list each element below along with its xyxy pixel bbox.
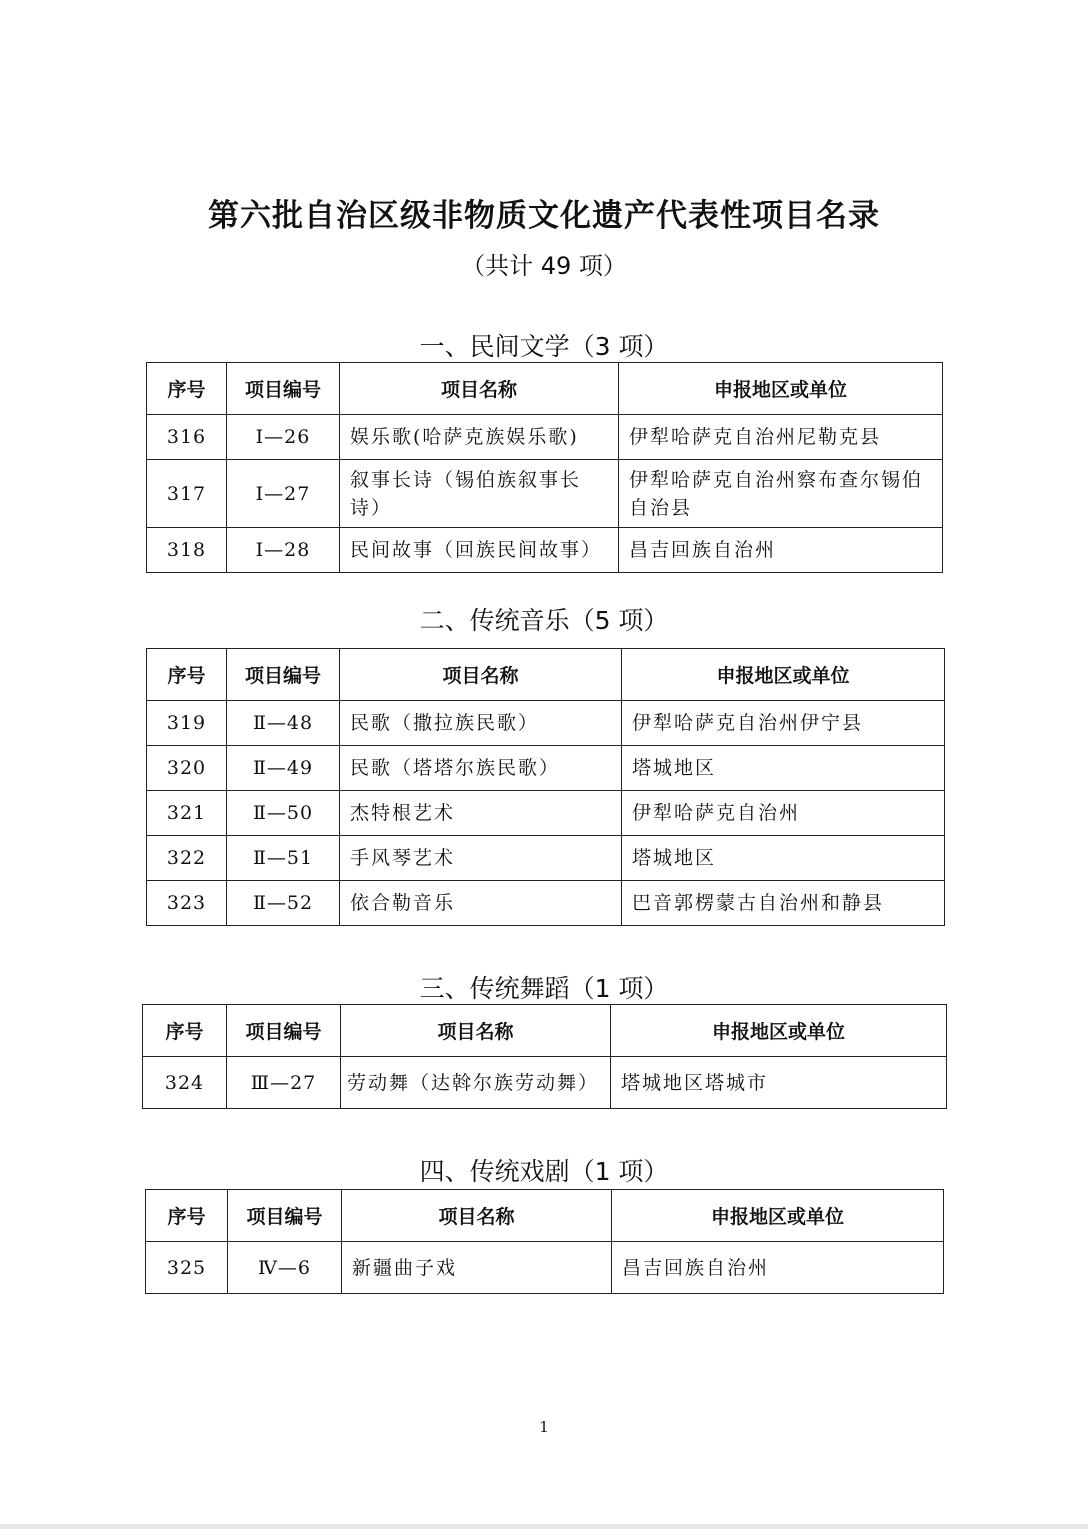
cell-region: 伊犁哈萨克自治州 (622, 791, 945, 836)
table-header-row (146, 1190, 944, 1242)
cell-seq: 321 (147, 791, 227, 836)
cell-region: 巴音郭楞蒙古自治州和静县 (622, 881, 945, 926)
cell-code: Ⅳ—6 (228, 1242, 342, 1294)
header-name: 项目名称 (342, 1190, 612, 1242)
table-folk-literature (146, 362, 943, 573)
table-row (147, 791, 945, 836)
header-name: 项目名称 (340, 363, 619, 415)
section-heading-traditional-dance: 三、传统舞蹈（1 项） (419, 974, 669, 1003)
cell-name: 叙事长诗（锡伯族叙事长诗） (340, 460, 619, 528)
cell-region: 伊犁哈萨克自治州察布查尔锡伯自治县 (619, 460, 943, 528)
cell-code: Ⅰ—28 (227, 528, 340, 573)
cell-name: 娱乐歌(哈萨克族娱乐歌) (340, 415, 619, 460)
cell-name: 新疆曲子戏 (342, 1242, 612, 1294)
cell-name: 民歌（塔塔尔族民歌） (340, 746, 622, 791)
cell-code: Ⅲ—27 (227, 1057, 341, 1109)
cell-code: Ⅱ—52 (227, 881, 340, 926)
cell-name: 劳动舞（达斡尔族劳动舞） (341, 1057, 611, 1109)
cell-seq: 325 (146, 1242, 228, 1294)
table-row (147, 836, 945, 881)
cell-region: 塔城地区 (622, 836, 945, 881)
cell-code: Ⅰ—26 (227, 415, 340, 460)
section-heading-traditional-music: 二、传统音乐（5 项） (419, 606, 669, 635)
table-traditional-opera (145, 1189, 944, 1294)
header-seq: 序号 (147, 363, 227, 415)
cell-name: 手风琴艺术 (340, 836, 622, 881)
section-heading-folk-literature: 一、民间文学（3 项） (419, 332, 669, 361)
cell-code: Ⅱ—50 (227, 791, 340, 836)
header-code: 项目编号 (227, 649, 340, 701)
table-traditional-dance (142, 1004, 947, 1109)
cell-seq: 322 (147, 836, 227, 881)
table-header-row (143, 1005, 947, 1057)
page-number: 1 (539, 1418, 549, 1436)
header-region: 申报地区或单位 (619, 363, 943, 415)
header-region: 申报地区或单位 (611, 1005, 947, 1057)
cell-region: 伊犁哈萨克自治州尼勒克县 (619, 415, 943, 460)
table-row (147, 746, 945, 791)
table-traditional-music (146, 648, 945, 926)
cell-seq: 317 (147, 460, 227, 528)
table-header-row (147, 649, 945, 701)
cell-region: 伊犁哈萨克自治州伊宁县 (622, 701, 945, 746)
table-row (147, 701, 945, 746)
header-code: 项目编号 (227, 363, 340, 415)
cell-seq: 323 (147, 881, 227, 926)
cell-code: Ⅰ—27 (227, 460, 340, 528)
header-seq: 序号 (147, 649, 227, 701)
page-title: 第六批自治区级非物质文化遗产代表性项目名录 (208, 198, 880, 234)
table-header-row (147, 363, 943, 415)
cell-region: 昌吉回族自治州 (619, 528, 943, 573)
header-name: 项目名称 (340, 649, 622, 701)
cell-seq: 319 (147, 701, 227, 746)
cell-region: 塔城地区 (622, 746, 945, 791)
cell-name: 民间故事（回族民间故事） (340, 528, 619, 573)
section-heading-traditional-opera: 四、传统戏剧（1 项） (419, 1157, 669, 1186)
cell-code: Ⅱ—49 (227, 746, 340, 791)
cell-seq: 324 (143, 1057, 227, 1109)
cell-code: Ⅱ—51 (227, 836, 340, 881)
header-seq: 序号 (146, 1190, 228, 1242)
header-code: 项目编号 (228, 1190, 342, 1242)
header-code: 项目编号 (227, 1005, 341, 1057)
header-name: 项目名称 (341, 1005, 611, 1057)
cell-name: 杰特根艺术 (340, 791, 622, 836)
table-row (147, 460, 943, 528)
header-region: 申报地区或单位 (612, 1190, 944, 1242)
cell-seq: 318 (147, 528, 227, 573)
cell-name: 民歌（撒拉族民歌） (340, 701, 622, 746)
bottom-scroll-divider (0, 1524, 1088, 1529)
cell-name: 依合勒音乐 (340, 881, 622, 926)
cell-code: Ⅱ—48 (227, 701, 340, 746)
header-region: 申报地区或单位 (622, 649, 945, 701)
header-seq: 序号 (143, 1005, 227, 1057)
table-row (147, 415, 943, 460)
table-row (147, 528, 943, 573)
page-subtitle: （共计 49 项） (461, 252, 627, 280)
table-row (147, 881, 945, 926)
cell-region: 塔城地区塔城市 (611, 1057, 947, 1109)
cell-region: 昌吉回族自治州 (612, 1242, 944, 1294)
table-row (146, 1242, 944, 1294)
cell-seq: 320 (147, 746, 227, 791)
table-row (143, 1057, 947, 1109)
cell-seq: 316 (147, 415, 227, 460)
